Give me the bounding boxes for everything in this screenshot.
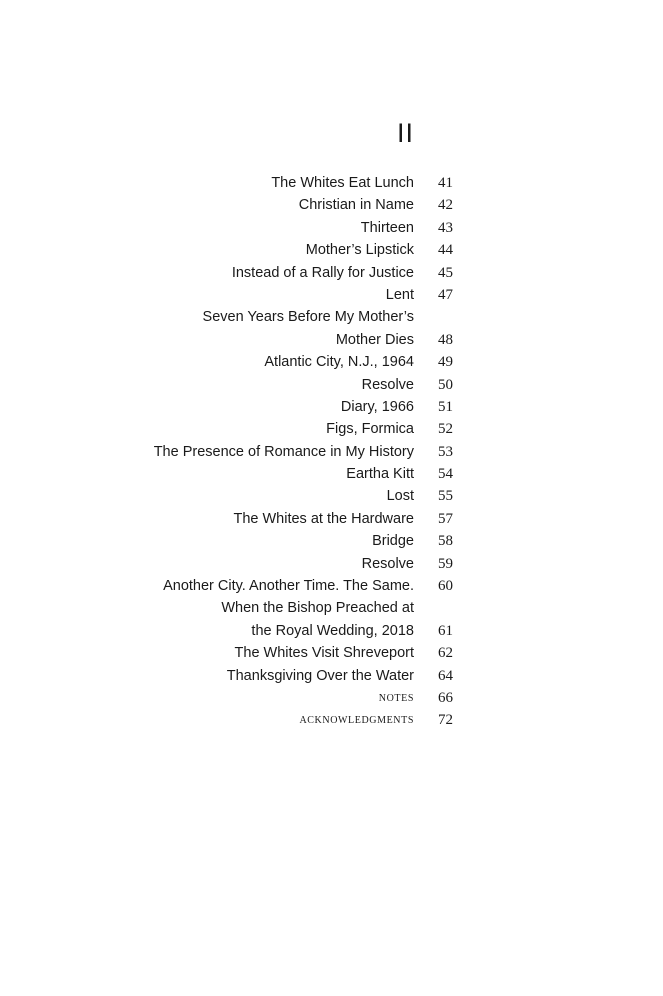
toc-entry-title: Christian in Name — [298, 197, 414, 214]
toc-entry — [0, 284, 663, 306]
toc-entry-page: 50 — [438, 376, 453, 393]
toc-entry — [0, 620, 663, 642]
toc-entry-page: 51 — [438, 398, 453, 415]
toc-entry — [0, 508, 663, 530]
toc-entry-title: Resolve — [361, 555, 414, 572]
toc-entry — [0, 575, 663, 597]
toc-entry-page: 53 — [438, 443, 453, 460]
toc-entry-page: 72 — [438, 712, 453, 729]
toc-entry — [0, 418, 663, 440]
toc-entry-page: 55 — [438, 488, 453, 505]
toc-entry-page: 64 — [438, 667, 453, 684]
toc-entry-title: notes — [378, 689, 414, 705]
toc-entry-page: 54 — [438, 466, 453, 483]
toc-entry — [0, 597, 663, 619]
toc-entry-title: Eartha Kitt — [346, 466, 414, 483]
toc-entry — [0, 665, 663, 687]
toc-entry — [0, 374, 663, 396]
toc-entry-acknowledgments — [0, 709, 663, 731]
toc-entry-page: 44 — [438, 242, 453, 259]
toc-entry — [0, 485, 663, 507]
toc-entry — [0, 262, 663, 284]
toc-entry-page: 43 — [438, 219, 453, 236]
toc-entry-title: Resolve — [361, 376, 414, 393]
toc-entry — [0, 239, 663, 261]
toc-entry-title: The Whites Eat Lunch — [271, 175, 414, 191]
toc-entry-title: Lent — [385, 286, 414, 303]
toc-entry — [0, 217, 663, 239]
toc-entry — [0, 530, 663, 552]
toc-entry-title: Mother’s Lipstick — [305, 242, 414, 259]
toc-entry-title: Another City. Another Time. The Same. — [163, 578, 414, 595]
toc-entry-page: 59 — [438, 555, 453, 572]
toc-entry-page: 48 — [438, 331, 453, 348]
toc-entry-page: 60 — [438, 578, 453, 595]
toc-entry-title: Diary, 1966 — [340, 398, 414, 415]
toc-entry-title: Atlantic City, N.J., 1964 — [264, 354, 414, 371]
table-of-contents — [0, 172, 663, 732]
toc-entry-page: 47 — [438, 286, 453, 303]
toc-entry-page: 45 — [438, 264, 453, 281]
toc-entry-title: the Royal Wedding, 2018 — [251, 622, 414, 639]
toc-entry-title: Thanksgiving Over the Water — [226, 667, 414, 684]
toc-entry-title: The Whites at the Hardware — [233, 510, 414, 527]
toc-entry-title: The Whites Visit Shreveport — [234, 645, 414, 662]
toc-entry-page: 58 — [438, 533, 453, 550]
toc-entry-title: Lost — [386, 488, 414, 505]
toc-entry — [0, 351, 663, 373]
toc-entry-page: 52 — [438, 421, 453, 438]
toc-entry-title: Figs, Formica — [326, 421, 414, 438]
toc-entry-title: Mother Dies — [335, 331, 414, 348]
toc-entry — [0, 553, 663, 575]
toc-entry — [0, 463, 663, 485]
toc-entry-page: 42 — [438, 197, 453, 214]
toc-entry-page: 62 — [438, 645, 453, 662]
toc-entry-title: Instead of a Rally for Justice — [231, 264, 414, 281]
section-heading: II — [396, 118, 414, 148]
toc-entry-page: 61 — [438, 622, 453, 639]
toc-entry-page: 49 — [438, 354, 453, 371]
toc-entry-page: 41 — [438, 175, 453, 191]
toc-entry-title: Bridge — [372, 533, 414, 550]
toc-entry-notes — [0, 687, 663, 709]
toc-entry-title: Seven Years Before My Mother’s — [202, 309, 414, 326]
toc-entry — [0, 441, 663, 463]
toc-entry-title: The Presence of Romance in My History — [153, 443, 414, 460]
toc-entry — [0, 306, 663, 328]
toc-entry-title: acknowledgments — [299, 712, 414, 728]
toc-entry-title: Thirteen — [360, 219, 414, 236]
toc-entry-page: 66 — [438, 689, 453, 706]
toc-entry — [0, 329, 663, 351]
toc-entry — [0, 642, 663, 664]
toc-entry — [0, 396, 663, 418]
toc-entry — [0, 172, 663, 194]
toc-entry — [0, 194, 663, 216]
toc-entry-title: When the Bishop Preached at — [221, 600, 414, 617]
toc-entry-page: 57 — [438, 510, 453, 527]
